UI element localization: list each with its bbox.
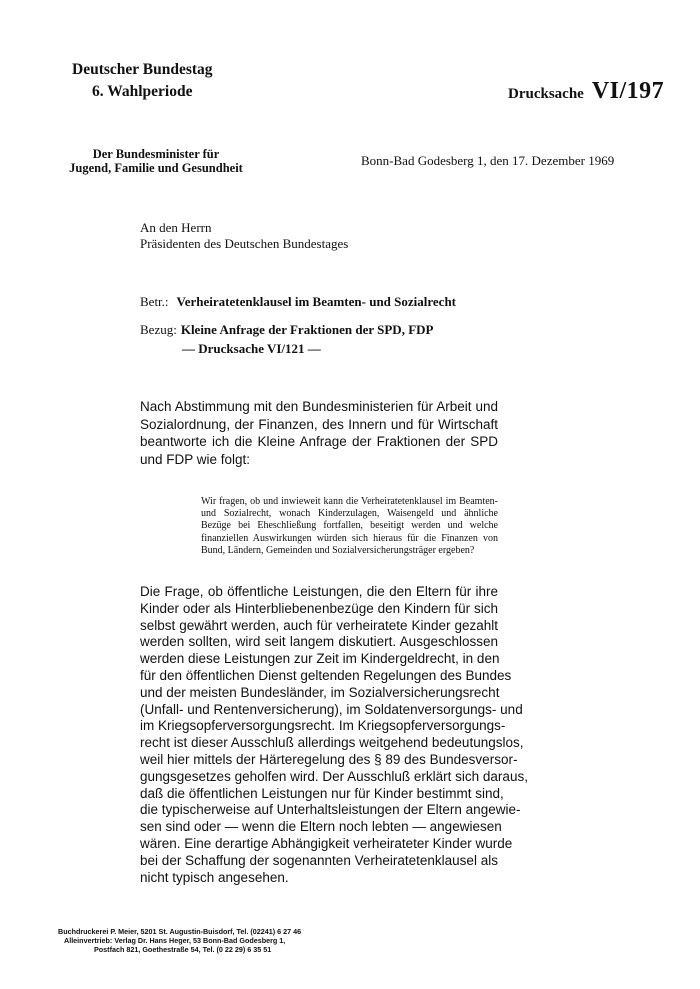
institution-name: Deutscher Bundestag [72,61,213,78]
answer-line: wären. Eine derartige Abhängigkeit verheirateter Kinder wurde [140,835,513,851]
answer-line: und der meisten Bundesländer, im Sozialversicherungsrecht [140,684,500,700]
answer-line: bei der Schaffung der sogenannten Verheiratetenklausel als [140,852,498,868]
question-quote: Wir fragen, ob und inwieweit kann die Verheiratetenklausel im Beamten- und Sozialrecht, wonach Kinderzulagen, Waisengeld und ähnliche Bezüge bei Eheschließung fortfallen, beseitigt werden und welche finanziellen Auswirkungen würden sich hieraus für die Finanzen von Bund, Ländern, Gemeinden und Sozialversicherungsträger ergeben? [201,496,498,556]
answer-line: daß die öffentlichen Leistungen nur für Kinder bestimmt sind, [140,785,504,801]
drucksache-number: VI/197 [591,78,665,104]
recipient-line-1: An den Herrn [140,220,212,235]
subject-line [140,294,456,310]
answer-line: gungsgesetzes geholfen wird. Der Ausschluß erklärt sich daraus, [140,768,528,784]
sender-line-1: Der Bundesminister für [92,147,220,161]
bezug-text: Kleine Anfrage der Fraktionen der SPD, FDP [180,322,434,337]
answer-line: (Unfall- und Rentenversicherung), im Soldatenversorgungs- und [140,701,523,717]
footer-line-1: Buchdruckerei P. Meier, 5201 St. Augustin-Buisdorf, Tel. (02241) 6 27 46 [58,927,302,936]
bezug-label: Bezug: [140,322,177,337]
intro-paragraph: Nach Abstimmung mit den Bundesministerien für Arbeit und Sozialordnung, der Finanzen, des Innern und für Wirtschaft beantworte ich die Kleine Anfrage der Fraktionen der SPD und FDP wie folgt: [140,399,498,467]
recipient-address [140,220,348,252]
reference-line [140,322,433,338]
answer-line: nicht typisch angesehen. [140,869,289,885]
answer-line: im Kriegsopferversorgungsrecht. Im Kriegsopferversorgungs- [140,718,506,734]
answer-line: Kinder oder als Hinterbliebenenbezüge den Kindern für sich [140,600,498,616]
answer-line: für den öffentlichen Dienst geltenden Regelungen des Bundes [140,667,512,683]
recipient-line-2: Präsidenten des Deutschen Bundestages [140,236,349,251]
footer-line-2: Alleinvertrieb: Verlag Dr. Hans Heger, 53 Bonn-Bad Godesberg 1, [64,936,286,945]
date-line: Bonn-Bad Godesberg 1, den 17. Dezember 1969 [361,153,615,168]
answer-line: werden diese Leistungen zur Zeit im Kindergeldrecht, in den [140,651,500,667]
answer-line: die typischerweise auf Unterhaltsleistungen der Eltern angewie- [140,802,521,818]
betr-label: Betr.: [140,294,169,309]
footer-line-3: Postfach 821, Goethestraße 54, Tel. (0 22 29) 6 35 51 [94,945,272,954]
drucksache-label: Drucksache [508,86,584,102]
legislative-period: 6. Wahlperiode [92,83,193,100]
answer-line: Die Frage, ob öffentliche Leistungen, die den Eltern für ihre [140,584,498,599]
reference-document: — Drucksache VI/121 — [182,341,321,356]
betr-text: Verheiratetenklausel im Beamten- und Sozialrecht [176,294,457,309]
answer-paragraph [140,584,528,886]
answer-line: selbst gewährt werden, auch für verheiratete Kinder gezahlt [140,617,498,633]
answer-line: weil hier mittels der Härteregelung des § 89 des Bundesversor- [140,751,518,767]
answer-line: recht ist dieser Ausschluß allerdings weitgehend bedeutungslos, [140,735,524,751]
answer-line: sen sind oder — wenn die Eltern noch lebten — angewiesen [140,819,502,835]
drucksache-id [508,78,664,105]
answer-line: werden sollten, wird seit langem diskutiert. Ausgeschlossen [140,634,498,650]
printer-footer [58,927,318,954]
sender-line-2: Jugend, Familie und Gesundheit [69,161,243,175]
